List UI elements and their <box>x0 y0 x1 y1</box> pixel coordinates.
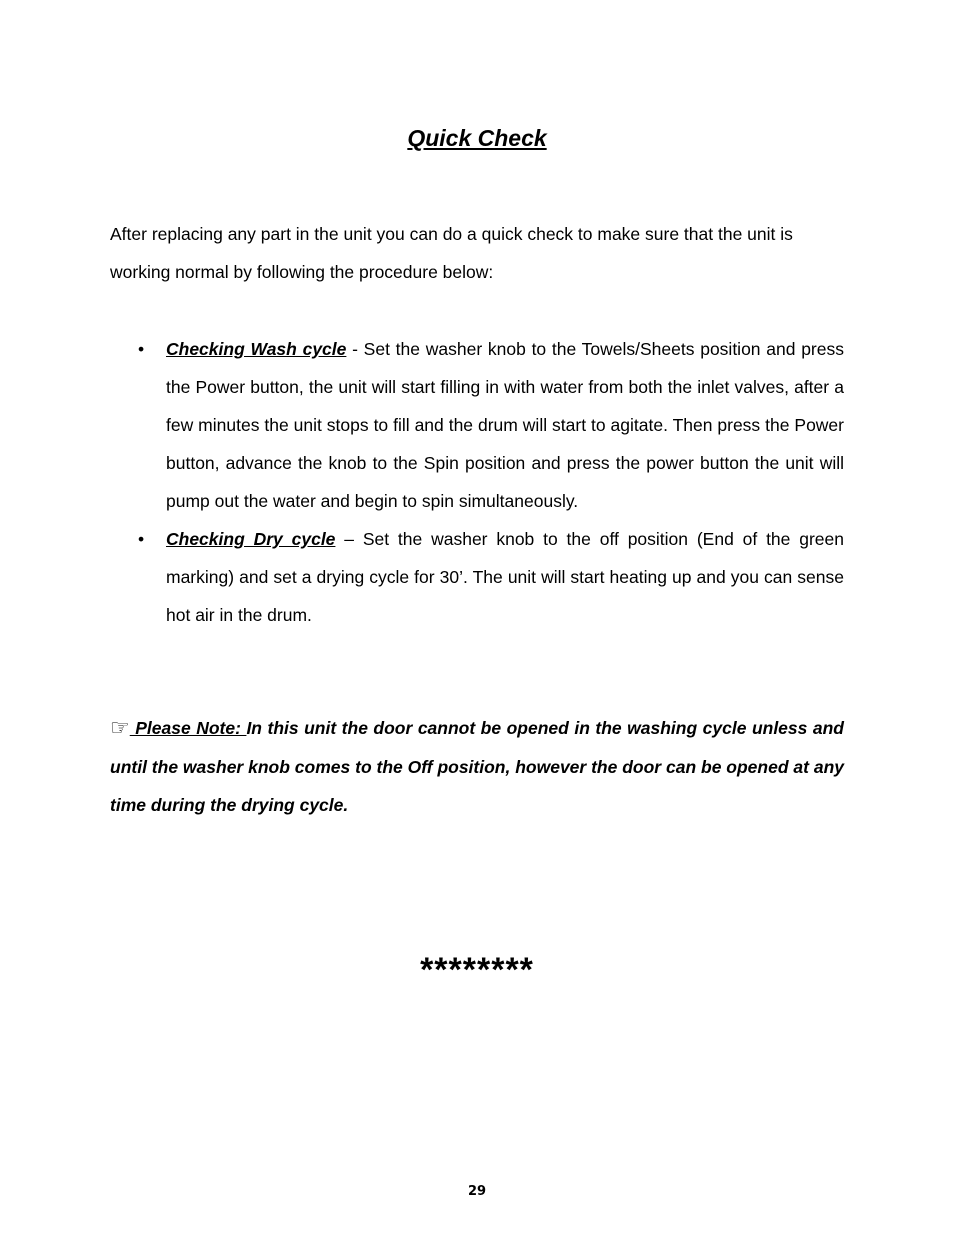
note-label-text: Please Note: <box>129 718 247 738</box>
section-separator: ******** <box>420 951 534 989</box>
note-paragraph <box>110 709 844 825</box>
dry-cycle-text: – Set the washer knob to the off position (End of the green marking) and set a drying cycle for 30’. The unit will start heating up and you can sense hot air in the drum. <box>166 529 844 625</box>
list-item-dry-cycle <box>110 520 844 634</box>
note-label <box>110 716 247 741</box>
procedure-list <box>110 330 844 634</box>
wash-cycle-title: Checking Wash cycle <box>166 339 347 359</box>
bullet-icon: • <box>138 529 145 549</box>
page-number: 29 <box>467 1184 487 1199</box>
dry-cycle-title: Checking Dry cycle <box>166 529 336 549</box>
intro-paragraph: After replacing any part in the unit you can do a quick check to make sure that the unit is working normal by following the procedure below: <box>110 224 793 282</box>
page-title: Quick Check <box>407 125 547 151</box>
wash-cycle-text: - Set the washer knob to the Towels/Sheets position and press the Power button, the unit will start filling in with water from both the inlet valves, after a few minutes the unit stops to fill and the drum will start to agitate. Then press the Power button, advance the knob to the Spin position and press the power button the unit will pump out the water and begin to spin simultaneously. <box>166 339 844 511</box>
pointing-hand-icon: ☞ <box>110 716 130 741</box>
bullet-icon: • <box>138 339 145 359</box>
note-text: In this unit the door cannot be opened in the washing cycle unless and until the washer knob comes to the Off position, however the door can be opened at any time during the drying cycle. <box>110 718 844 815</box>
list-item-wash-cycle <box>110 330 844 520</box>
